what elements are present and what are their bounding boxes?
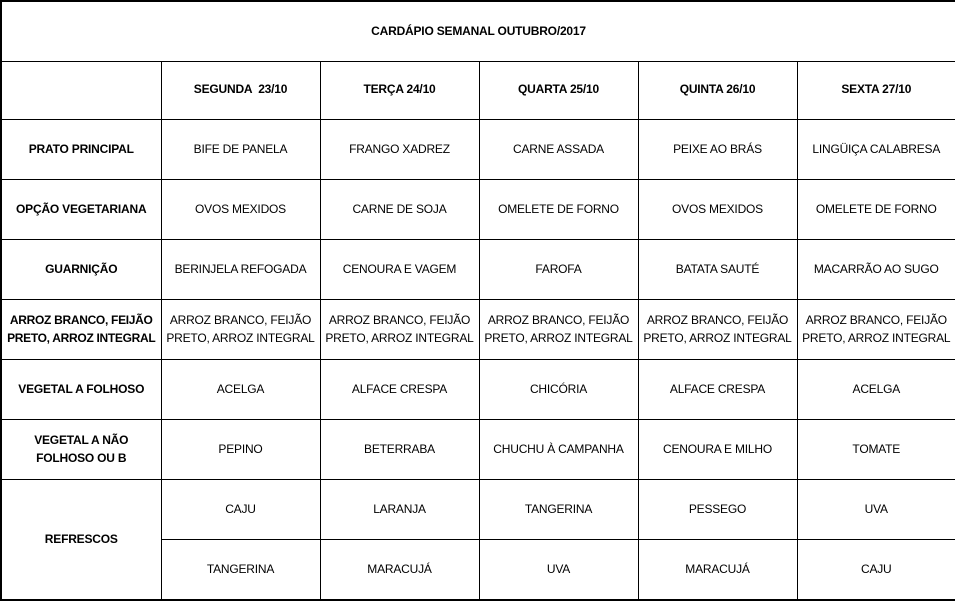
- row-label-main-dish: PRATO PRINCIPAL: [1, 119, 161, 179]
- menu-cell: MARACUJÁ: [638, 540, 797, 600]
- menu-cell: TANGERINA: [161, 540, 320, 600]
- menu-cell: CHICÓRIA: [479, 360, 638, 420]
- day-header-tuesday: TERÇA 24/10: [320, 61, 479, 119]
- menu-cell: BIFE DE PANELA: [161, 119, 320, 179]
- menu-cell: BERINJELA REFOGADA: [161, 239, 320, 299]
- day-header-wednesday: QUARTA 25/10: [479, 61, 638, 119]
- menu-cell: TANGERINA: [479, 480, 638, 540]
- menu-cell: PESSEGO: [638, 480, 797, 540]
- menu-cell: CARNE ASSADA: [479, 119, 638, 179]
- row-label-vegetarian-option: OPÇÃO VEGETARIANA: [1, 179, 161, 239]
- row-label-nonleafy-vegetable: VEGETAL A NÃO FOLHOSO OU B: [1, 420, 161, 480]
- menu-cell: OVOS MEXIDOS: [161, 179, 320, 239]
- menu-cell: ARROZ BRANCO, FEIJÃO PRETO, ARROZ INTEGRAL: [320, 299, 479, 359]
- table-row-main-dish: [1, 119, 955, 179]
- menu-cell: BATATA SAUTÉ: [638, 239, 797, 299]
- table-row-drinks-1: [1, 480, 955, 540]
- day-header-monday: SEGUNDA 23/10: [161, 61, 320, 119]
- menu-cell: ALFACE CRESPA: [320, 360, 479, 420]
- menu-cell: CAJU: [797, 540, 955, 600]
- menu-cell: TOMATE: [797, 420, 955, 480]
- table-row-nonleafy-vegetable: [1, 420, 955, 480]
- table-row-leafy-vegetable: [1, 360, 955, 420]
- menu-cell: PEPINO: [161, 420, 320, 480]
- menu-cell: LINGÜIÇA CALABRESA: [797, 119, 955, 179]
- header-row: [1, 61, 955, 119]
- menu-cell: BETERRABA: [320, 420, 479, 480]
- row-label-drinks: REFRESCOS: [1, 480, 161, 600]
- menu-title: CARDÁPIO SEMANAL OUTUBRO/2017: [1, 1, 955, 61]
- day-header-friday: SEXTA 27/10: [797, 61, 955, 119]
- title-row: [1, 1, 955, 61]
- menu-cell: OMELETE DE FORNO: [797, 179, 955, 239]
- menu-cell: OVOS MEXIDOS: [638, 179, 797, 239]
- menu-cell: UVA: [479, 540, 638, 600]
- table-row-side-dish: [1, 239, 955, 299]
- menu-cell: FAROFA: [479, 239, 638, 299]
- row-label-leafy-vegetable: VEGETAL A FOLHOSO: [1, 360, 161, 420]
- menu-cell: CHUCHU À CAMPANHA: [479, 420, 638, 480]
- menu-cell: CENOURA E MILHO: [638, 420, 797, 480]
- menu-cell: MACARRÃO AO SUGO: [797, 239, 955, 299]
- menu-cell: CAJU: [161, 480, 320, 540]
- menu-cell: ARROZ BRANCO, FEIJÃO PRETO, ARROZ INTEGRAL: [161, 299, 320, 359]
- menu-cell: ALFACE CRESPA: [638, 360, 797, 420]
- menu-cell: CARNE DE SOJA: [320, 179, 479, 239]
- menu-cell: ARROZ BRANCO, FEIJÃO PRETO, ARROZ INTEGRAL: [797, 299, 955, 359]
- row-label-rice-beans: ARROZ BRANCO, FEIJÃO PRETO, ARROZ INTEGRAL: [1, 299, 161, 359]
- menu-cell: FRANGO XADREZ: [320, 119, 479, 179]
- menu-cell: ACELGA: [161, 360, 320, 420]
- menu-cell: LARANJA: [320, 480, 479, 540]
- menu-cell: CENOURA E VAGEM: [320, 239, 479, 299]
- menu-cell: PEIXE AO BRÁS: [638, 119, 797, 179]
- menu-cell: ARROZ BRANCO, FEIJÃO PRETO, ARROZ INTEGRAL: [479, 299, 638, 359]
- table-row-vegetarian-option: [1, 179, 955, 239]
- table-row-rice-beans: [1, 299, 955, 359]
- menu-cell: ACELGA: [797, 360, 955, 420]
- row-label-side-dish: GUARNIÇÃO: [1, 239, 161, 299]
- menu-cell: OMELETE DE FORNO: [479, 179, 638, 239]
- day-header-thursday: QUINTA 26/10: [638, 61, 797, 119]
- menu-cell: ARROZ BRANCO, FEIJÃO PRETO, ARROZ INTEGRAL: [638, 299, 797, 359]
- corner-cell: [1, 61, 161, 119]
- menu-cell: UVA: [797, 480, 955, 540]
- menu-cell: MARACUJÁ: [320, 540, 479, 600]
